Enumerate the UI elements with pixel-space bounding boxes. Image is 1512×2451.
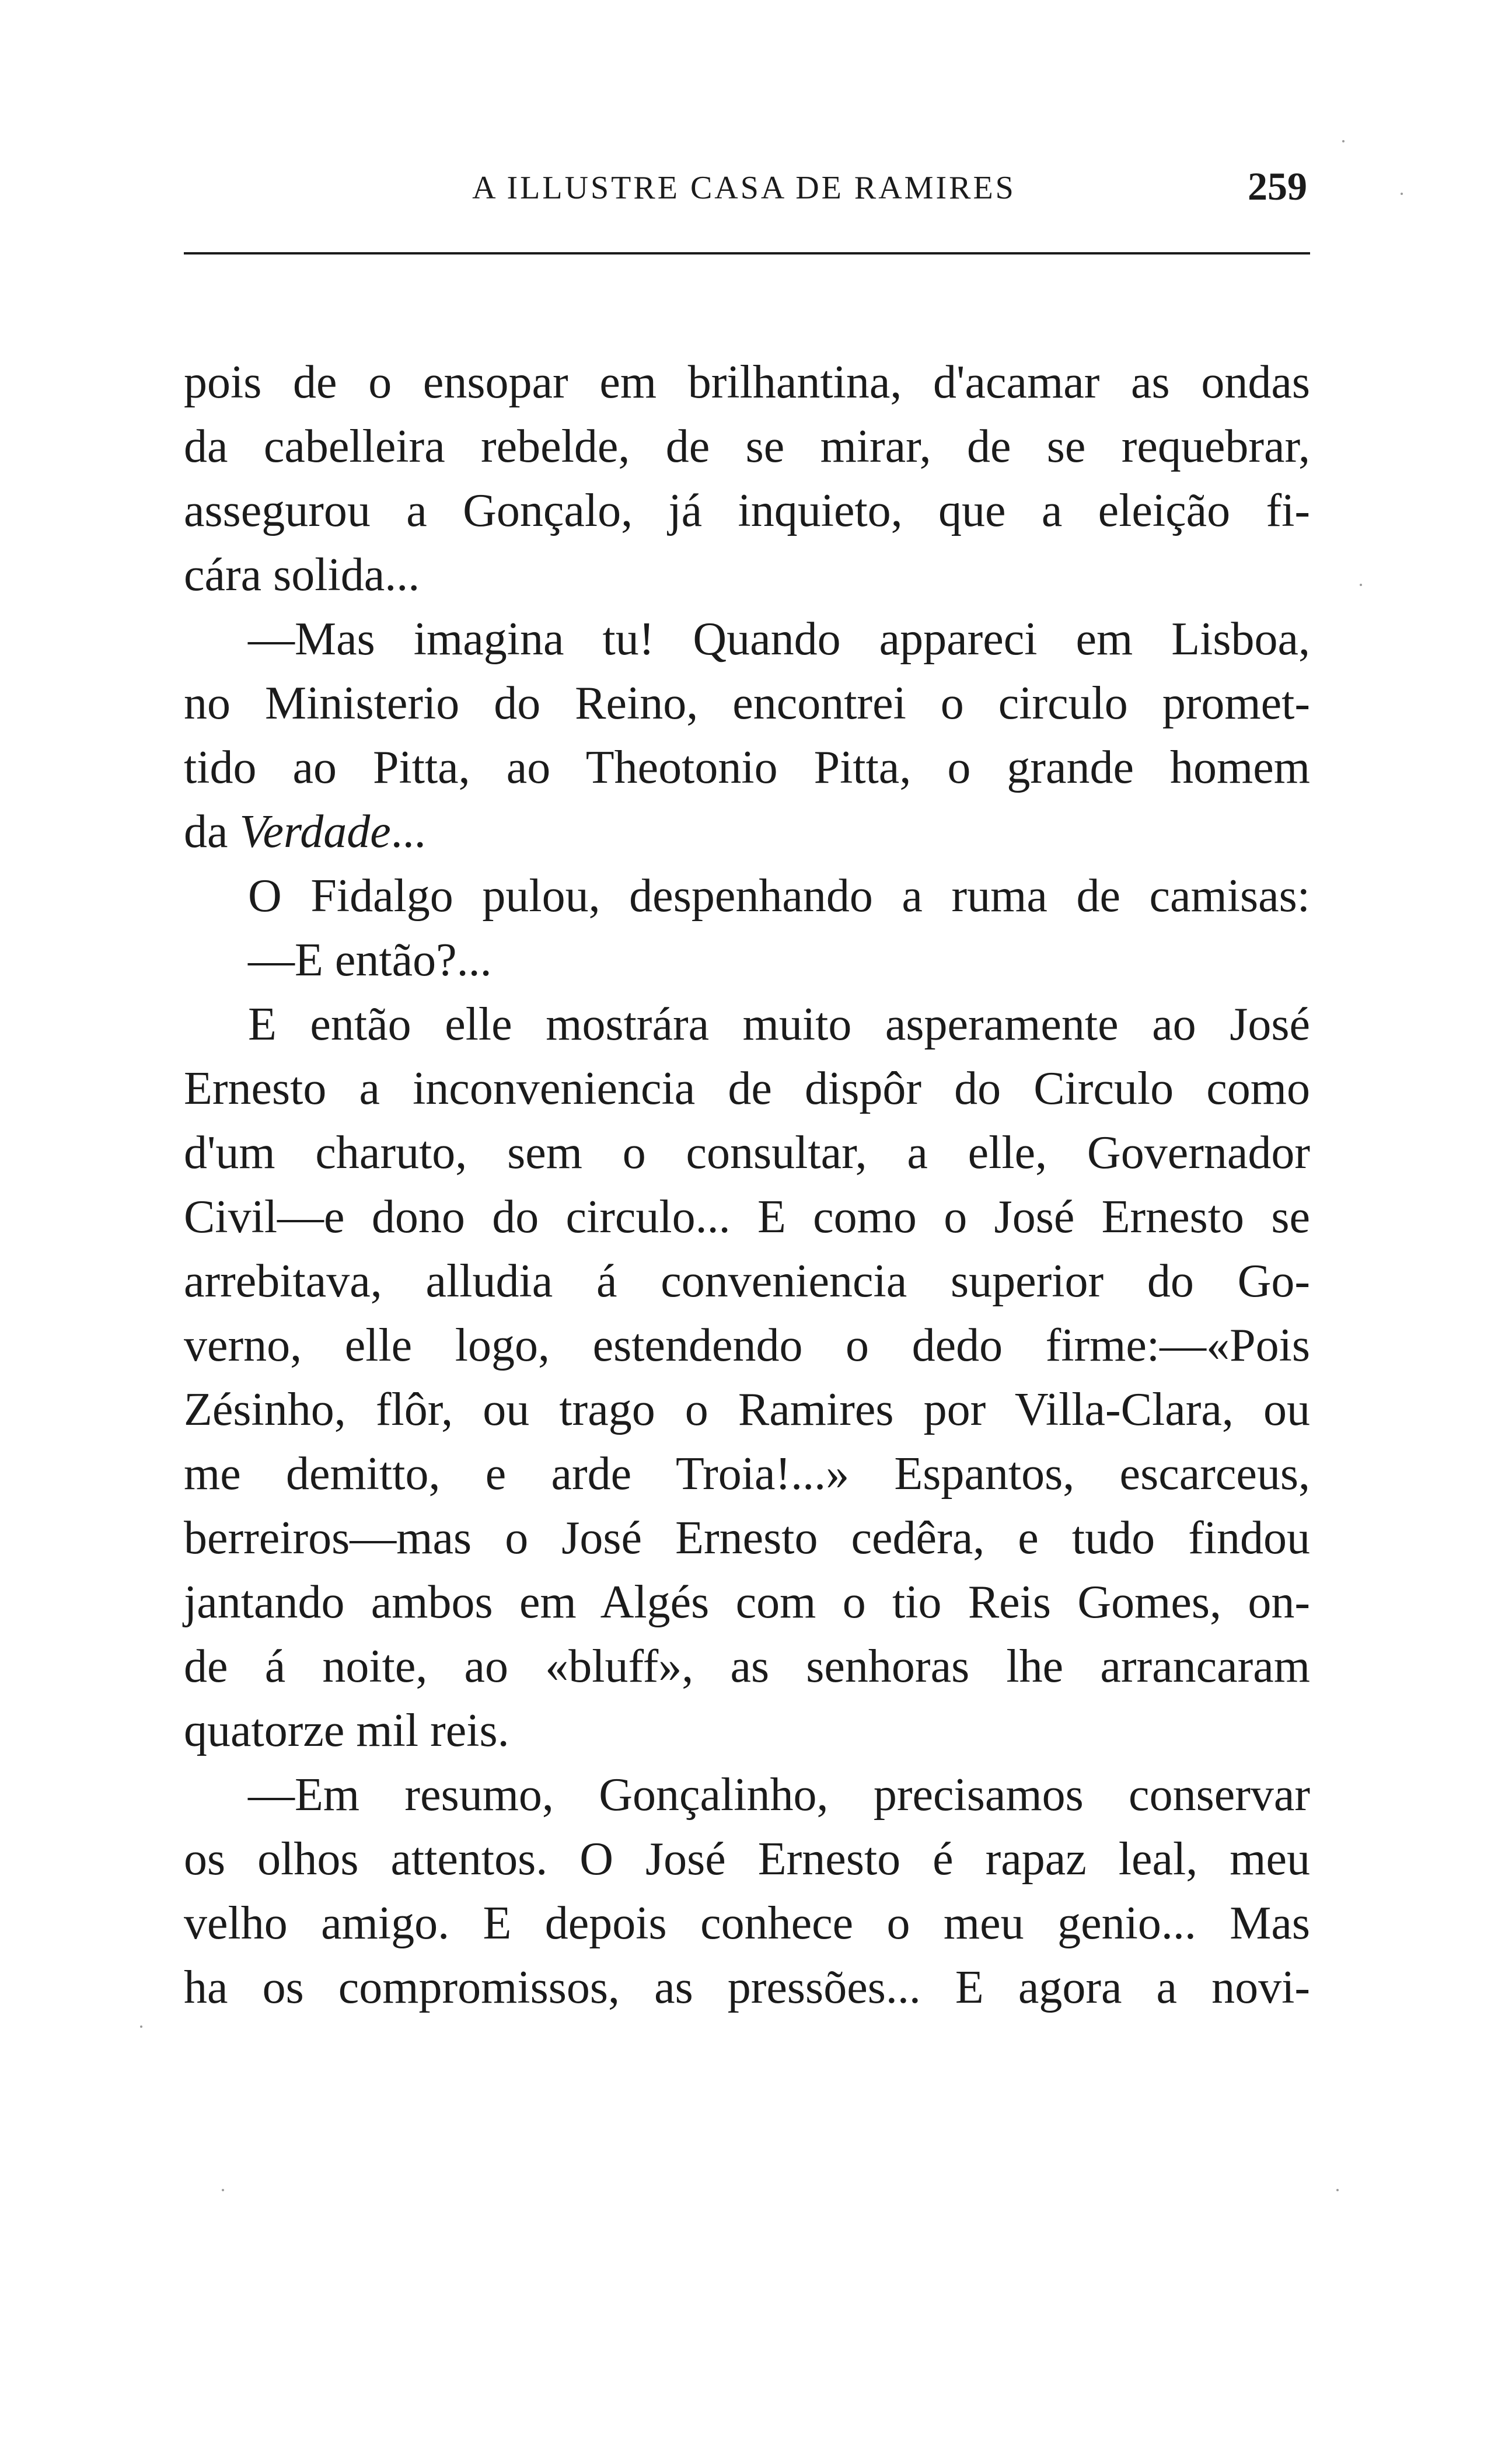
text-line: arrebitava, alludia á conveniencia superior do Go-	[184, 1256, 1310, 1307]
text-line: berreiros—mas o José Ernesto cedêra, e tudo findou	[184, 1512, 1310, 1564]
paper-speck	[1401, 193, 1403, 195]
text-line: —Mas imagina tu! Quando appareci em Lisboa,	[248, 613, 1310, 665]
text-line: ha os compromissos, as pressões... E agora a novi-	[184, 1962, 1310, 2013]
text-line: no Ministerio do Reino, encontrei o circulo promet-	[184, 678, 1310, 729]
text-line: de á noite, ao «bluff», as senhoras lhe arrancaram	[184, 1641, 1310, 1692]
text-line: Ernesto a inconveniencia de dispôr do Circulo como	[184, 1063, 1310, 1114]
header-rule	[184, 252, 1310, 254]
text-line: tido ao Pitta, ao Theotonio Pitta, o grande homem	[184, 742, 1310, 793]
text-line: pois de o ensopar em brilhantina, d'acamar as ondas	[184, 357, 1310, 408]
text-line: assegurou a Gonçalo, já inquieto, que a eleição fi-	[184, 485, 1310, 536]
text-line	[184, 800, 1310, 864]
paper-speck	[1336, 2189, 1339, 2191]
text-line: quatorze mil reis.	[184, 1705, 509, 1756]
text-line: me demitto, e arde Troia!...» Espantos, escarceus,	[184, 1448, 1310, 1500]
text-line: da cabelleira rebelde, de se mirar, de se requebrar,	[184, 421, 1310, 472]
text-fragment: da	[184, 806, 240, 857]
italic-title: Verdade	[239, 806, 391, 857]
text-line: verno, elle logo, estendendo o dedo firme:—«Pois	[184, 1320, 1310, 1371]
text-line: Zésinho, flôr, ou trago o Ramires por Villa-Clara, ou	[184, 1384, 1310, 1435]
text-line: jantando ambos em Algés com o tio Reis Gomes, on-	[184, 1577, 1310, 1628]
running-title: A ILLUSTRE CASA DE RAMIRES	[472, 170, 1016, 206]
text-line: —Em resumo, Gonçalinho, precisamos conservar	[248, 1769, 1310, 1821]
page-number: 259	[1248, 164, 1307, 208]
paper-speck	[1342, 140, 1345, 142]
paper-speck	[1360, 584, 1362, 586]
text-line: velho amigo. E depois conhece o meu genio... Mas	[184, 1898, 1310, 1949]
text-line: os olhos attentos. O José Ernesto é rapaz leal, meu	[184, 1833, 1310, 1885]
paper-speck	[140, 2025, 142, 2028]
running-header	[181, 158, 1307, 210]
text-line: E então elle mostrára muito asperamente ao José	[248, 999, 1310, 1050]
text-fragment: ...	[390, 806, 426, 857]
text-line: d'um charuto, sem o consultar, a elle, Governador	[184, 1127, 1310, 1179]
text-line: O Fidalgo pulou, despenhando a ruma de camisas:	[248, 870, 1310, 922]
paper-speck	[222, 2189, 224, 2191]
text-line: cára solida...	[184, 549, 420, 601]
text-line: —E então?...	[248, 935, 492, 986]
text-line: Civil—e dono do circulo... E como o José Ernesto se	[184, 1191, 1310, 1243]
